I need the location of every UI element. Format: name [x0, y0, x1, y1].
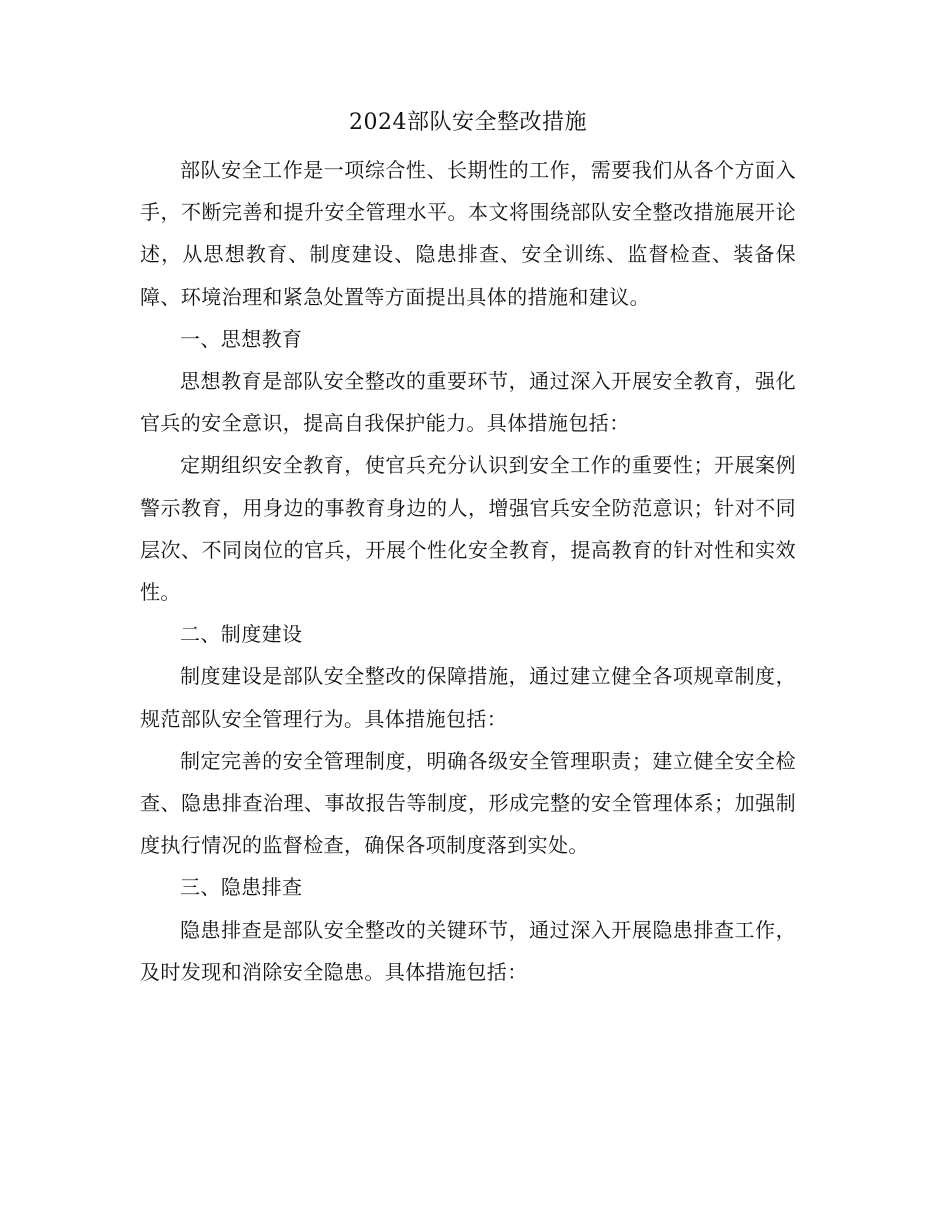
document-title: 2024部队安全整改措施 — [349, 110, 587, 135]
section-paragraph: 隐患排查是部队安全整改的关键环节，通过深入开展隐患排查工作，及时发现和消除安全隐患。具体措施包括： — [140, 917, 796, 984]
section-paragraph: 思想教育是部队安全整改的重要环节，通过深入开展安全教育，强化官兵的安全意识，提高自我保护能力。具体措施包括： — [140, 369, 796, 436]
section-paragraph: 制度建设是部队安全整改的保障措施，通过建立健全各项规章制度，规范部队安全管理行为。具体措施包括： — [140, 664, 796, 731]
document-body — [140, 103, 796, 993]
section-paragraph: 制定完善的安全管理制度，明确各级安全管理职责；建立健全安全检查、隐患排查治理、事故报告等制度，形成完整的安全管理体系；加强制度执行情况的监督检查，确保各项制度落到实处。 — [140, 748, 796, 858]
section-heading-system-building: 二、制度建设 — [180, 622, 303, 647]
section-heading-thought-education: 一、思想教育 — [180, 326, 303, 351]
intro-paragraph: 部队安全工作是一项综合性、长期性的工作，需要我们从各个方面入手，不断完善和提升安全管理水平。本文将围绕部队安全整改措施展开论述，从思想教育、制度建设、隐患排查、安全训练、监督检查、装备保障、环境治理和紧急处置等方面提出具体的措施和建议。 — [140, 158, 796, 309]
section-heading-hazard-inspection: 三、隐患排查 — [180, 875, 303, 900]
section-paragraph: 定期组织安全教育，使官兵充分认识到安全工作的重要性；开展案例警示教育，用身边的事教育身边的人，增强官兵安全防范意识；针对不同层次、不同岗位的官兵，开展个性化安全教育，提高教育的针对性和实效性。 — [140, 453, 796, 605]
